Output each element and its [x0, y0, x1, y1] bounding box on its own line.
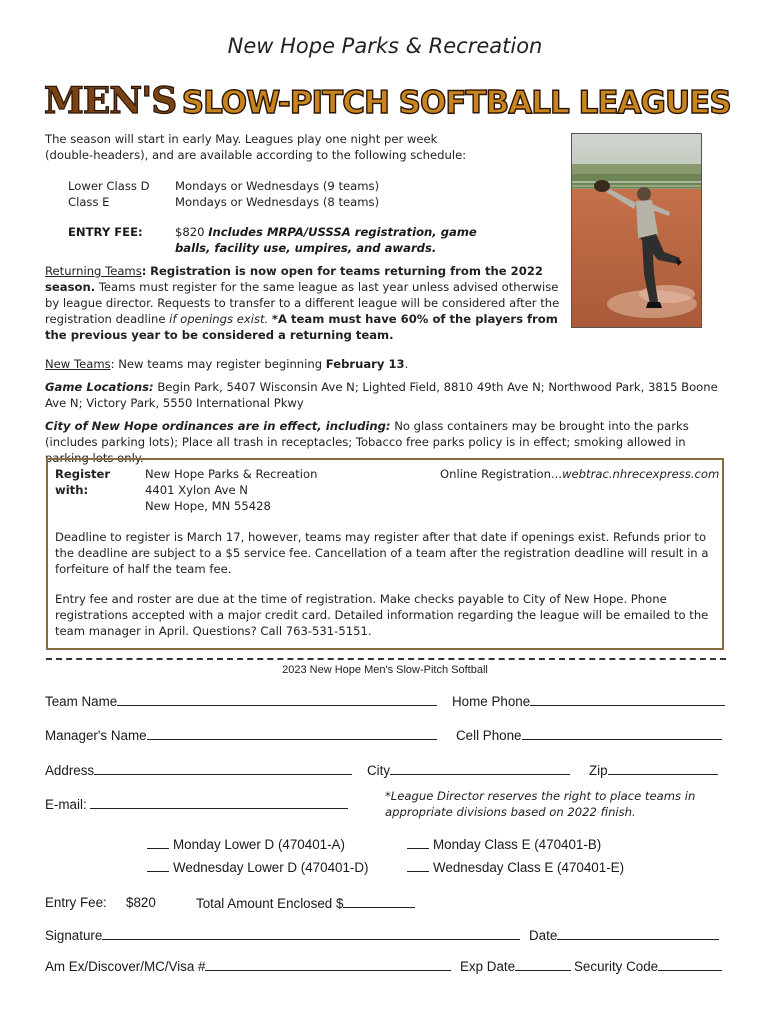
checkbox-blank[interactable]	[407, 836, 429, 849]
entry-fee-amount: $820	[175, 225, 205, 239]
exp-date-field[interactable]: Exp Date	[460, 958, 571, 974]
entry-fee-form-amount: $820	[126, 895, 156, 910]
softball-player-photo	[571, 133, 702, 328]
banner-heading	[44, 80, 731, 122]
game-locations-paragraph	[45, 379, 730, 411]
home-phone-field[interactable]: Home Phone	[452, 693, 725, 709]
entry-fee-form-label: Entry Fee:	[45, 895, 107, 910]
banner-league-title: SLOW-PITCH SOFTBALL LEAGUES	[181, 85, 731, 121]
new-teams-date: February 13	[325, 357, 405, 371]
option-wednesday-class-e[interactable]: Wednesday Class E (470401-E)	[407, 859, 624, 875]
new-teams-heading: New Teams	[45, 357, 111, 371]
new-teams-paragraph: New Teams: New teams may register beginning February 13.	[45, 357, 409, 371]
deadline-paragraph: Deadline to register is March 17, however, teams may register after that date if openings exist. Refunds prior to the deadline are subject to a $5 service fee. Cancellation of a team after the registration deadline will result in a forfeiture of half the team fee.	[55, 530, 709, 576]
schedule-row	[68, 194, 548, 210]
league-director-note: *League Director reserves the right to place teams in appropriate divisions based on 2022 finish.	[385, 789, 696, 819]
checkbox-blank[interactable]	[407, 859, 429, 872]
zip-field[interactable]: Zip	[589, 762, 718, 778]
total-amount-field[interactable]: Total Amount Enclosed $	[196, 895, 415, 911]
entry-fee-includes: Includes MRPA/USSSA registration, game balls, facility use, umpires, and awards.	[175, 225, 477, 255]
team-name-field[interactable]: Team Name	[45, 693, 437, 709]
league-schedule	[68, 178, 548, 210]
schedule-days: Mondays or Wednesdays (8 teams)	[175, 195, 380, 209]
option-monday-lower-d[interactable]: Monday Lower D (470401-A)	[147, 836, 345, 852]
cut-line	[46, 658, 726, 660]
online-registration-label: Online Registration...	[440, 467, 563, 481]
online-registration	[440, 466, 720, 482]
game-locations-body: Begin Park, 5407 Wisconsin Ave N; Lighted Field, 8810 49th Ave N; Northwood Park, 3815 Boone Ave N; Victory Park, 5550 International Pkwy	[45, 380, 718, 410]
game-locations-heading: Game Locations:	[45, 380, 154, 394]
schedule-row	[68, 178, 548, 194]
schedule-league: Lower Class D	[68, 179, 150, 193]
register-with-label: Register with:	[55, 467, 111, 497]
register-with	[55, 466, 455, 514]
cell-phone-field[interactable]: Cell Phone	[456, 727, 722, 743]
returning-teams-note: *A team must have 60% of the players from the previous year to be considered a returning team.	[45, 312, 558, 342]
register-address: New Hope Parks & Recreation 4401 Xylon Ave N New Hope, MN 55428	[145, 467, 318, 513]
checkbox-blank[interactable]	[147, 859, 169, 872]
ordinances-heading: City of New Hope ordinances are in effect, including:	[45, 419, 391, 433]
form-caption: 2023 New Hope Men's Slow-Pitch Softball	[282, 664, 488, 676]
returning-teams-italic: if openings exist.	[169, 312, 269, 326]
date-field[interactable]: Date	[529, 927, 719, 943]
ordinances-body: No glass containers may be brought into the parks (includes parking lots); Place all trash in receptacles; Tobacco free parks policy is in effect; smoking allowed in parking lots only.	[45, 419, 689, 465]
signature-field[interactable]: Signature	[45, 927, 520, 943]
returning-teams-lead: Registration is now open for teams returning from the 2022 season.	[45, 264, 543, 294]
banner-mens: MEN'S	[44, 80, 177, 122]
returning-teams-body: Teams must register for the same league as last year unless advised otherwise by league director. Requests to transfer to a different league will be considered after the registration deadline	[45, 280, 560, 326]
email-field[interactable]: E-mail:	[45, 796, 348, 812]
schedule-league: Class E	[68, 195, 110, 209]
new-teams-body: New teams may register beginning	[118, 357, 323, 371]
manager-name-field[interactable]: Manager's Name	[45, 727, 437, 743]
page-title: New Hope Parks & Recreation	[227, 34, 543, 58]
checkbox-blank[interactable]	[147, 836, 169, 849]
option-monday-class-e[interactable]: Monday Class E (470401-B)	[407, 836, 601, 852]
registration-box	[46, 458, 724, 650]
schedule-days: Mondays or Wednesdays (9 teams)	[175, 179, 380, 193]
city-field[interactable]: City	[367, 762, 570, 778]
fee-roster-paragraph: Entry fee and roster are due at the time of registration. Make checks payable to City of New Hope. Phone registrations accepted with a major credit card. Detailed information regarding the league will be emailed to the team manager in April. Questions? Call 763-531-5151.	[55, 592, 709, 638]
returning-teams-paragraph: Returning Teams: Registration is now open for teams returning from the 2022 season. Teams must register for the same league as last year unless advised otherwise by league director. Requests to transfer to a different league will be considered after the registration deadline if openings exist. *A team must have 60% of the players from the previous year to be considered a returning team.	[45, 264, 560, 342]
security-code-field[interactable]: Security Code	[574, 958, 722, 974]
address-field[interactable]: Address	[45, 762, 352, 778]
intro-paragraph: The season will start in early May. Leagues play one night per week (double-headers), and are available according to the following schedule:	[45, 132, 467, 162]
online-registration-link[interactable]: webtrac.nhrecexpress.com	[562, 467, 720, 481]
returning-teams-heading: Returning Teams	[45, 264, 142, 278]
entry-fee-label: ENTRY FEE:	[68, 225, 143, 239]
option-wednesday-lower-d[interactable]: Wednesday Lower D (470401-D)	[147, 859, 369, 875]
entry-fee-info	[68, 224, 548, 256]
card-number-field[interactable]: Am Ex/Discover/MC/Visa #	[45, 958, 451, 974]
